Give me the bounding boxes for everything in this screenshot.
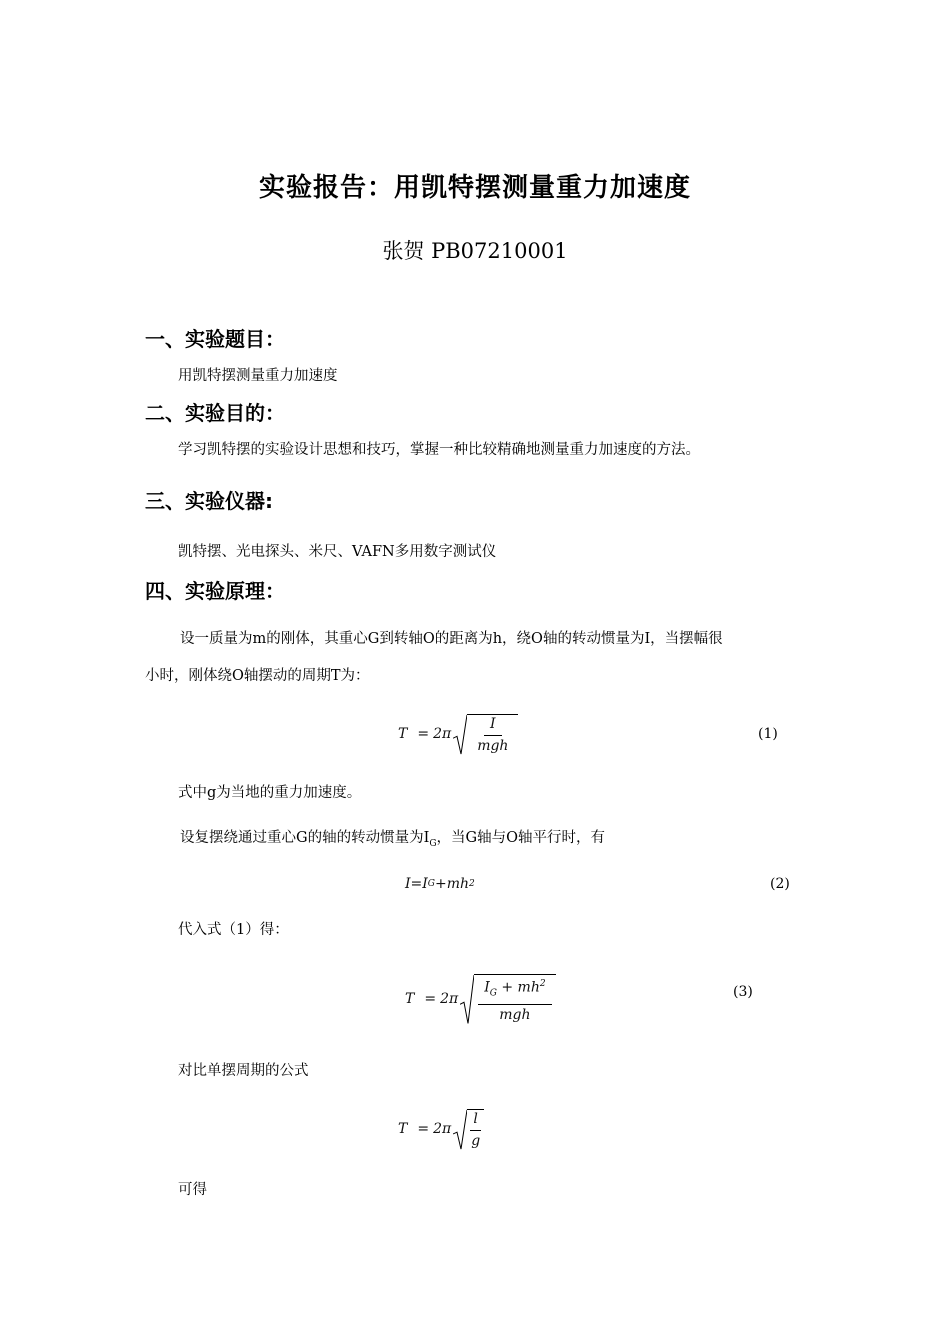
- section-heading-apparatus: 三、实验仪器:: [145, 489, 273, 513]
- eq3-denominator: mgh: [499, 1007, 531, 1024]
- eq1-numerator: I: [484, 715, 502, 736]
- section-heading-principle: 四、实验原理：: [145, 579, 285, 603]
- eq4-lhs: T: [398, 1121, 408, 1137]
- principle-after-eq1: 式中g为当地的重力加速度。: [178, 785, 362, 801]
- principle-para1-line1: 设一质量为m的刚体，其重心G到转轴O的距离为h，绕O轴的转动惯量为I，当摆幅很: [180, 631, 723, 647]
- eq3-sqrt: [460, 974, 555, 1024]
- eq4-fraction: [467, 1109, 484, 1150]
- equation-4: [398, 1106, 484, 1152]
- eq4-sqrt: [453, 1109, 484, 1150]
- eq4-denominator: g: [471, 1132, 481, 1149]
- eq3-num-superscript: 2: [539, 978, 546, 989]
- equation-2-number: (2): [770, 876, 790, 892]
- sqrt-sign-icon: [460, 974, 474, 1024]
- section-heading-topic: 一、实验题目：: [145, 327, 285, 351]
- equation-3-number: (3): [733, 984, 753, 1000]
- eq1-equals: =: [417, 726, 430, 742]
- eq2-part-b: +mh: [435, 876, 470, 892]
- para2-suffix: ，当G轴与O轴平行时，有: [436, 830, 605, 846]
- author-line: 张贺 PB07210001: [382, 239, 568, 263]
- principle-last-line: 可得: [178, 1182, 207, 1198]
- eq1-lhs: T: [398, 726, 408, 742]
- principle-para1-line2: 小时，刚体绕O轴摆动的周期T为：: [145, 668, 370, 684]
- eq3-lhs: T: [405, 991, 415, 1007]
- eq1-denominator: mgh: [477, 737, 509, 754]
- eq3-numerator: [478, 975, 551, 1005]
- sqrt-sign-icon: [453, 1109, 467, 1150]
- equation-1: [398, 712, 518, 756]
- principle-para2: [180, 826, 605, 856]
- equation-1-number: (1): [758, 726, 778, 742]
- eq3-equals: =: [424, 991, 437, 1007]
- para2-subscript: G: [429, 838, 437, 849]
- section-heading-purpose: 二、实验目的：: [145, 401, 285, 425]
- sqrt-sign-icon: [453, 714, 467, 755]
- eq2-subscript: G: [427, 879, 435, 889]
- eq1-fraction: [467, 714, 518, 755]
- eq4-numerator: l: [470, 1110, 480, 1131]
- equation-2: [405, 872, 475, 896]
- section-text-topic: 用凯特摆测量重力加速度: [178, 368, 338, 384]
- eq3-num-a: I: [484, 979, 490, 996]
- eq3-coef: 2π: [440, 991, 459, 1007]
- principle-after-eq3: 对比单摆周期的公式: [178, 1063, 309, 1079]
- eq2-part-a: I=I: [405, 876, 428, 892]
- eq3-fraction: [474, 974, 555, 1024]
- eq3-num-subscript: G: [489, 988, 497, 999]
- eq1-coef: 2π: [433, 726, 452, 742]
- eq1-sqrt: [453, 714, 518, 755]
- eq4-equals: =: [417, 1121, 430, 1137]
- para2-prefix: 设复摆绕通过重心G的轴的转动惯量为I: [180, 830, 430, 846]
- equation-3: [405, 974, 556, 1024]
- eq2-superscript: 2: [469, 879, 475, 889]
- eq4-coef: 2π: [433, 1121, 452, 1137]
- section-text-purpose: 学习凯特摆的实验设计思想和技巧，掌握一种比较精确地测量重力加速度的方法。: [178, 442, 700, 458]
- document-title: 实验报告：用凯特摆测量重力加速度: [258, 173, 691, 203]
- principle-after-eq2: 代入式（1）得：: [178, 922, 289, 938]
- section-text-apparatus: 凯特摆、光电探头、米尺、VAFN多用数字测试仪: [178, 544, 497, 560]
- eq3-num-b: + mh: [496, 979, 540, 996]
